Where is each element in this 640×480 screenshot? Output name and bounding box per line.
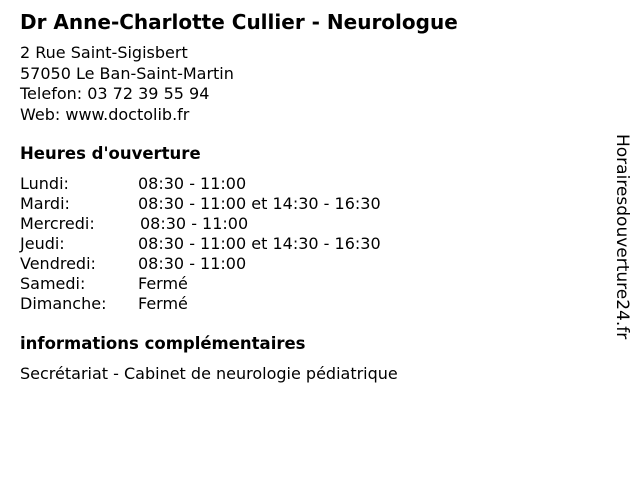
street-address: 2 Rue Saint-Sigisbert: [20, 43, 188, 62]
time-value: 08:30 - 11:00 et 14:30 - 16:30: [138, 194, 381, 213]
time-value: 08:30 - 11:00: [140, 214, 249, 233]
address-block: [20, 43, 234, 125]
info-text: Secrétariat - Cabinet de neurologie pédiatrique: [20, 364, 398, 383]
hours-table: [20, 174, 381, 314]
day-label: Mercredi:: [20, 214, 95, 233]
hours-row-thursday: [20, 234, 381, 254]
day-label: Lundi:: [20, 174, 69, 193]
hours-row-friday: [20, 254, 381, 274]
hours-heading: Heures d'ouverture: [20, 144, 201, 163]
day-label: Dimanche:: [20, 294, 107, 313]
time-value: 08:30 - 11:00: [138, 254, 247, 273]
page-title: Dr Anne-Charlotte Cullier - Neurologue: [20, 10, 458, 34]
day-label: Samedi:: [20, 274, 86, 293]
hours-row-monday: [20, 174, 381, 194]
hours-row-saturday: [20, 274, 381, 294]
time-value: 08:30 - 11:00 et 14:30 - 16:30: [138, 234, 381, 253]
day-label: Mardi:: [20, 194, 70, 213]
time-value: Fermé: [138, 294, 188, 313]
hours-row-wednesday: [20, 214, 381, 234]
time-value: 08:30 - 11:00: [138, 174, 247, 193]
phone-number: Telefon: 03 72 39 55 94: [20, 84, 210, 103]
hours-row-sunday: [20, 294, 381, 314]
day-label: Vendredi:: [20, 254, 96, 273]
info-heading: informations complémentaires: [20, 334, 306, 353]
city-address: 57050 Le Ban-Saint-Martin: [20, 63, 234, 83]
website: Web: www.doctolib.fr: [20, 104, 190, 124]
hours-row-tuesday: [20, 194, 381, 214]
site-watermark: Horairesdouverture24.fr: [612, 134, 632, 340]
time-value: Fermé: [138, 274, 188, 293]
day-label: Jeudi:: [20, 234, 65, 253]
